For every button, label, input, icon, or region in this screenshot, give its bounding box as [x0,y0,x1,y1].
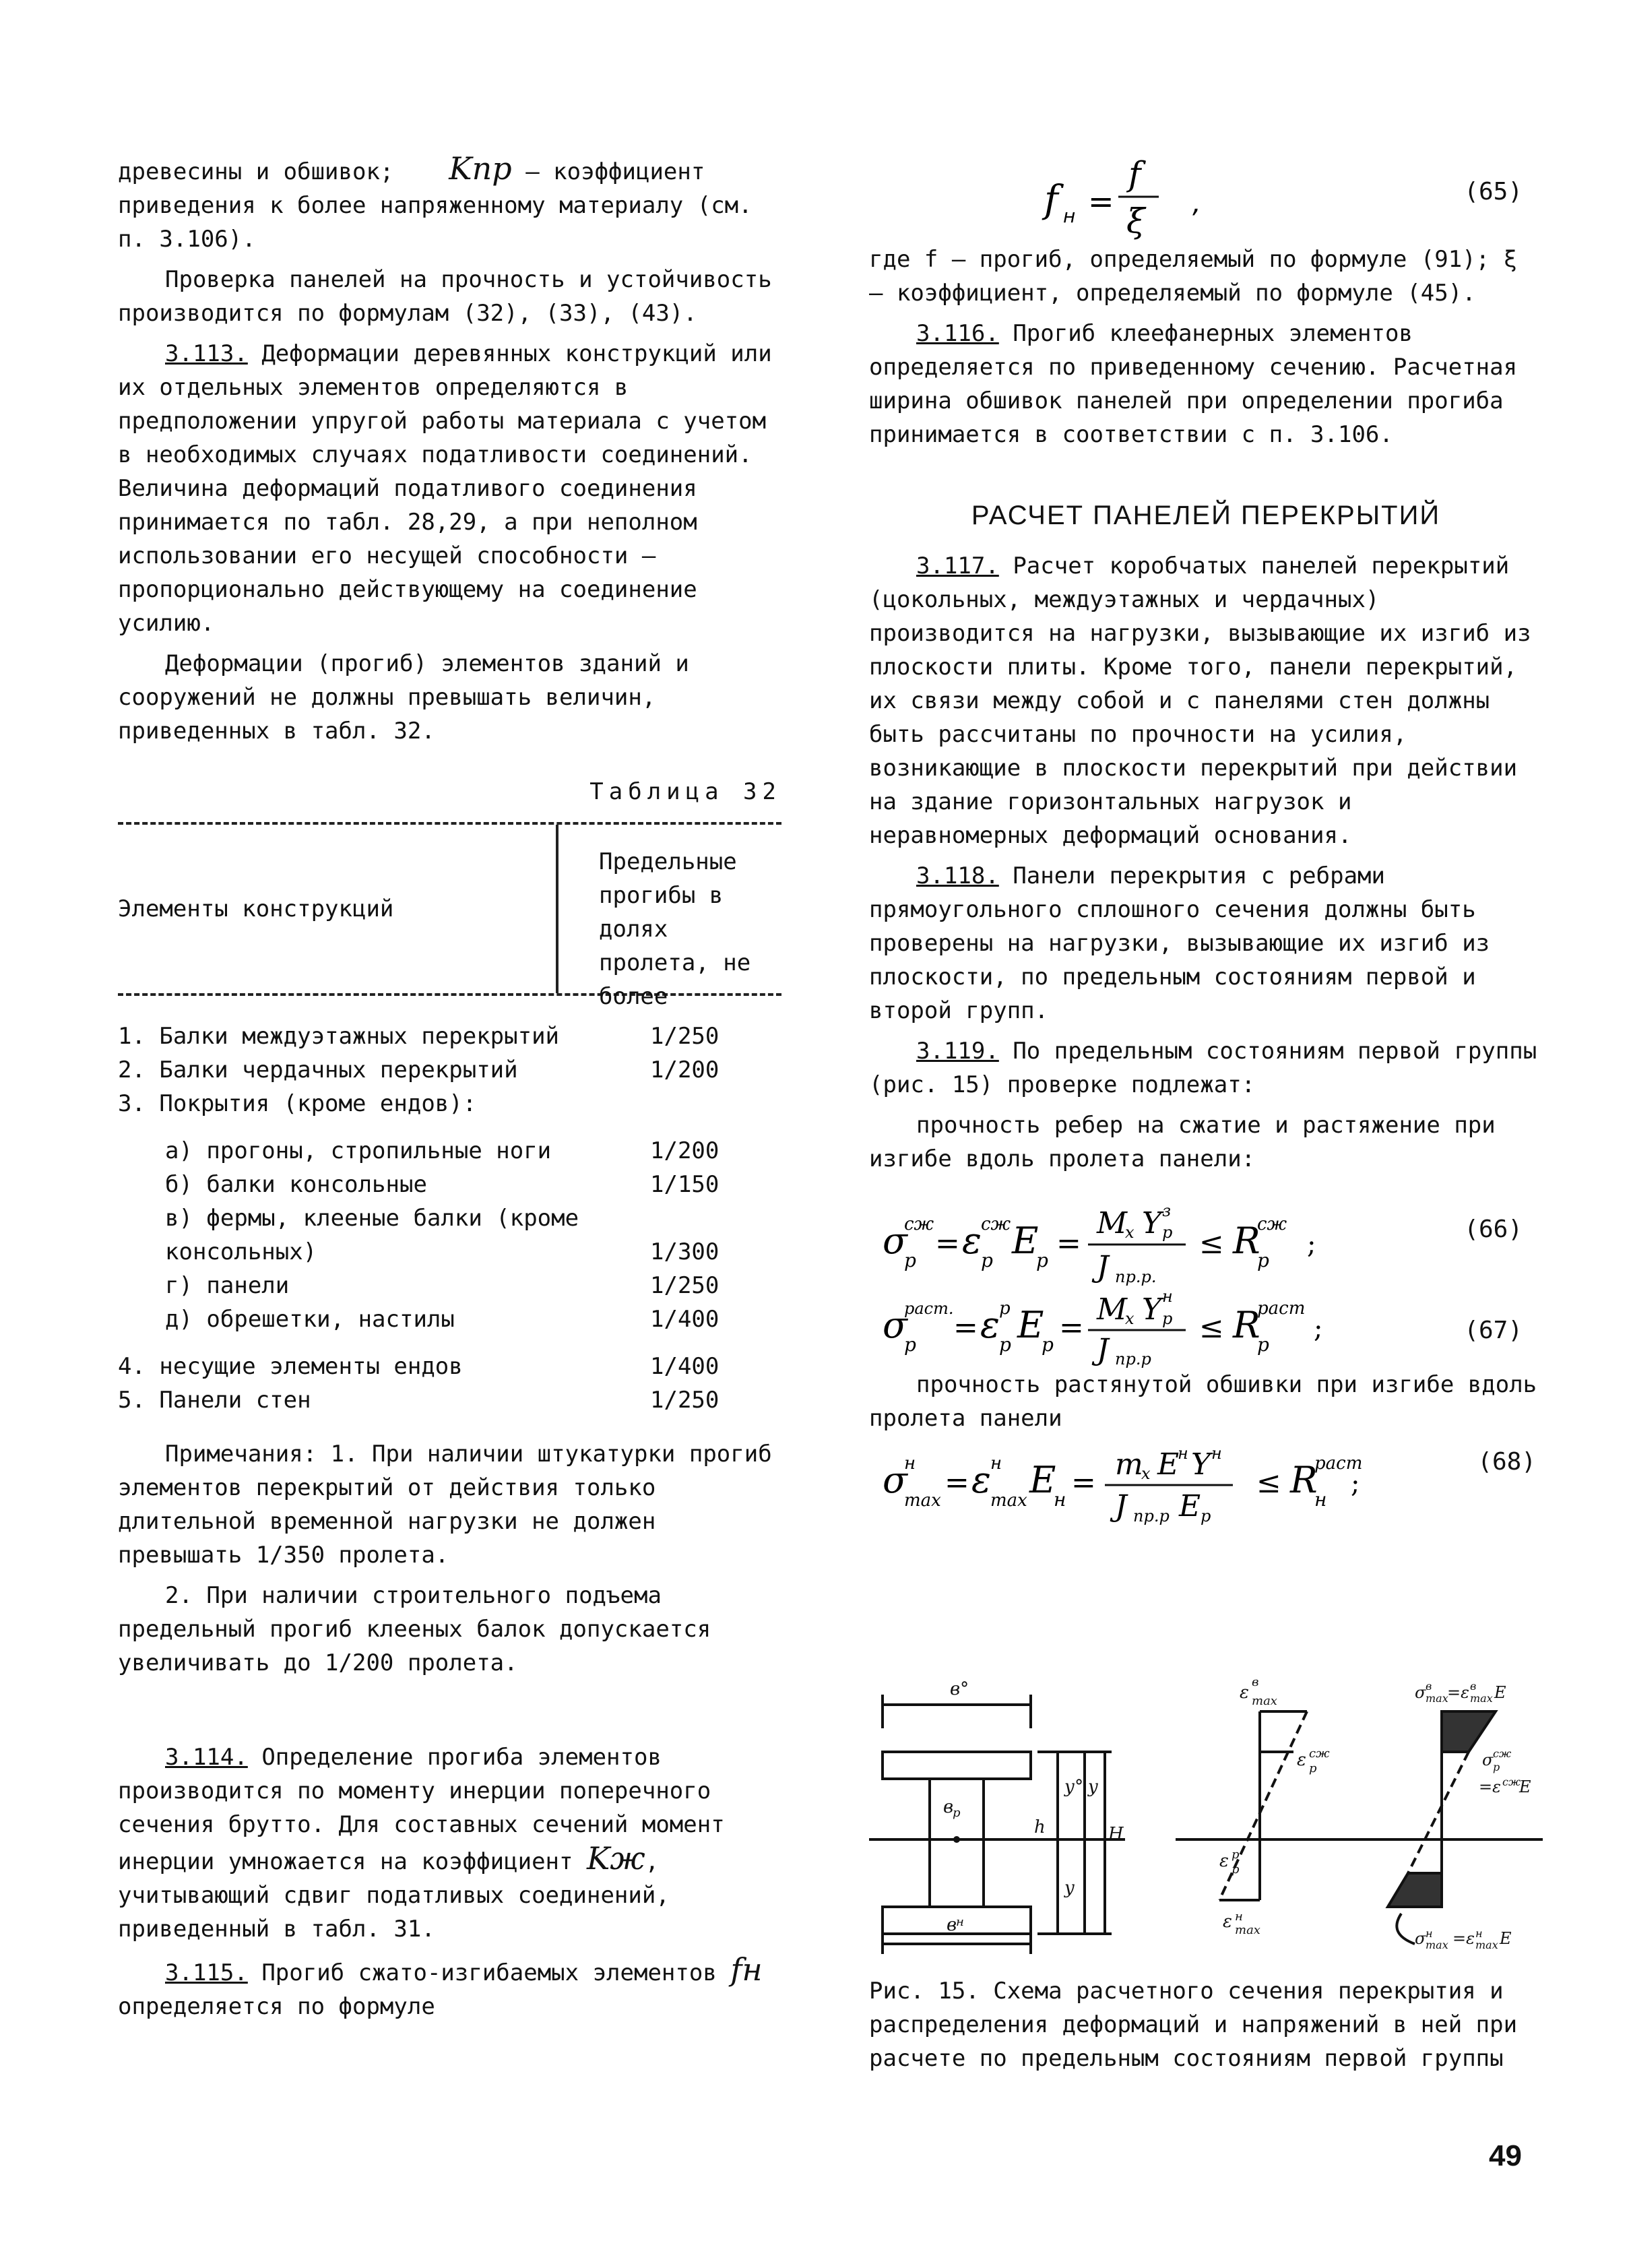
section-number: 3.119. [916,1038,999,1065]
text: определяется по формуле [118,1993,435,2020]
svg-text:н: н [990,1453,1002,1474]
svg-text:=: = [1071,1466,1096,1500]
svg-text:р: р [1309,1761,1317,1775]
svg-text:сж: сж [1309,1746,1330,1761]
svg-text:max: max [1470,1692,1493,1705]
table-rule [118,993,781,996]
text: Определение прогиба элементов производится по моменту инерции поперечного сечения брутто. Для составных сечений момент инерции умножается на коэффициент [118,1744,725,1875]
svg-text:Y: Y [1142,1206,1162,1240]
table-cell: 5. Панели стен [118,1387,311,1414]
svg-text:m: m [1115,1447,1143,1482]
text: Прогиб сжато-изгибаемых элементов [261,1959,717,1986]
svg-text:у: у [1064,1878,1075,1898]
text: Панели перекрытия с ребрами прямоугольного сплошного сечения должны быть проверены на нагрузки, вызывающие их изгиб из плоскости, по предельным состояниям первой и второй групп. [869,862,1490,1024]
svg-text:ξ: ξ [1126,201,1145,241]
svg-text:x: x [1141,1464,1151,1483]
text: По предельным состояниям первой группы (рис. 15) проверке подлежат: [869,1038,1537,1098]
svg-text:н: н [1162,1287,1173,1306]
table-header-col2: Предельные прогибы в долях пролета, не более [599,848,751,1010]
svg-text:р: р [1232,1848,1240,1862]
table-row [118,1350,781,1383]
svg-text:E: E [1519,1777,1531,1796]
table-row [118,1168,781,1201]
svg-text:σ: σ [883,1304,907,1346]
svg-text:=: = [1056,1226,1081,1261]
svg-text:E: E [1029,1459,1056,1501]
text: Деформации деревянных конструкций или их отдельных элементов определяются в предположении упругой работы материала с учетом в необходимых случаях податливости соединений. Величина деформаций податливого соединения принимается по табл. 28,29, а при неполном использовании его несущей способности – пропорционально действующему на соединение усилию. [118,340,772,637]
svg-text:E: E [1157,1447,1180,1482]
text: – коэффициент приведения к более напряженному материалу (см. п. 3.106). [118,158,753,253]
svg-text:=: = [953,1311,978,1345]
svg-text:сж: сж [981,1214,1011,1234]
svg-text:н: н [1054,1488,1066,1511]
svg-text:в: в [1252,1678,1259,1689]
svg-text:з: з [1162,1201,1172,1220]
table-cell: 1/250 [650,1387,719,1414]
text: древесины и обшивок; [118,158,394,185]
note: 2. При наличии строительного подъема предельный прогиб клееных балок допускается увеличивать до 1/200 пролета. [118,1582,711,1676]
left-column [118,152,781,2030]
svg-text:f: f [1044,178,1058,222]
table-row [118,1269,781,1302]
svg-text:пр.р.: пр.р. [1115,1267,1157,1286]
svg-text:R: R [1290,1459,1318,1501]
symbol-k: Kпр [449,150,512,187]
symbol-k: Kж [587,1840,645,1877]
svg-text:E: E [1500,1929,1512,1948]
right-column [869,155,1543,1526]
table-cell [650,1087,758,1121]
svg-text:≤: ≤ [1199,1226,1224,1261]
svg-text:E: E [1494,1683,1506,1702]
paragraph [118,337,781,640]
svg-text:р: р [1042,1333,1054,1356]
section-number: 3.114. [165,1744,248,1771]
table-cell: 1/200 [650,1137,719,1164]
table-cell: а) прогоны, стропильные ноги [165,1137,552,1164]
table-cell: 1/400 [650,1353,719,1380]
svg-text:ε: ε [1219,1851,1229,1871]
svg-text:н: н [1314,1488,1327,1511]
svg-text:=: = [1088,183,1114,220]
table-cell: в) фермы, клееные балки (кроме консольных) [165,1205,579,1265]
formula-68 [869,1442,1543,1526]
svg-text:р: р [1162,1223,1173,1242]
svg-text:R: R [1233,1304,1260,1346]
section-number: 3.118. [916,862,999,889]
svg-text:E: E [1012,1220,1039,1262]
svg-text:h: h [1034,1817,1046,1837]
svg-text:р: р [999,1333,1011,1356]
table-cell: г) панели [165,1272,290,1299]
svg-text:=: = [945,1466,969,1500]
svg-text:max: max [904,1490,941,1511]
text: Расчет коробчатых панелей перекрытий (цокольных, междуэтажных и чердачных) производится на нагрузки, вызывающие их изгиб из плоскости плиты. Кроме того, панели перекрытий, их связи между собой и с панелями стен должны быть рассчитаны по прочности на усилия, возникающие в плоскости перекрытий при действии на здание горизонтальных нагрузок и неравномерных деформаций основания. [869,553,1531,849]
svg-text:ε: ε [980,1304,1000,1346]
svg-text:=ε: =ε [1452,1929,1475,1948]
formula-number: (67) [1464,1317,1523,1344]
svg-text:сж: сж [1493,1747,1512,1760]
table-cell: 1/200 [650,1057,719,1083]
table-row [118,1302,781,1336]
svg-text:≤: ≤ [1256,1466,1281,1500]
table-header [118,825,781,1010]
section-number: 3.113. [165,340,248,367]
svg-text:раст: раст [1314,1453,1363,1474]
svg-text:ε: ε [1240,1682,1249,1703]
formula-number: (65) [1464,178,1523,206]
svg-text:σ: σ [1415,1929,1426,1948]
svg-text:σ: σ [1482,1751,1494,1769]
table-cell: 3. Покрытия (кроме ендов): [118,1090,477,1117]
text: Прогиб клеефанерных элементов определяется по приведенному сечению. Расчетная ширина обшивок панелей при определении прогиба принимается в соответствии с п. 3.106. [869,320,1518,448]
section-number: 3.115. [165,1959,248,1986]
svg-text:M: M [1097,1206,1128,1240]
svg-text:раст: раст [1257,1298,1306,1319]
svg-text:сж: сж [1502,1775,1521,1788]
svg-text:р: р [1036,1249,1048,1271]
figure-caption: Рис. 15. Схема расчетного сечения перекрытия и распределения деформаций и напряжений в ней при расчете по предельным состояниям первой группы [869,1978,1518,2072]
section-number: 3.117. [916,553,999,579]
svg-text:в°: в° [950,1679,969,1699]
table-cell: д) обрешетки, настилы [165,1306,455,1333]
svg-text:р: р [1162,1309,1173,1328]
symbol-f: fн [730,1951,763,1988]
table-row [118,1053,781,1087]
note: Примечания: 1. При наличии штукатурки прогиб элементов перекрытий от действия только длительной временной нагрузки не должен превышать 1/350 пролета. [118,1441,772,1569]
formula-number: (66) [1464,1216,1523,1243]
table-cell: 1/150 [650,1171,719,1198]
svg-text:f: f [1128,155,1141,193]
svg-text:,: , [1192,188,1201,219]
formula-67 [869,1287,1543,1368]
table-row [118,1087,781,1121]
table-cell: 4. несущие элементы ендов [118,1353,463,1380]
svg-text:max: max [1475,1939,1498,1951]
svg-text:р: р [981,1249,993,1271]
svg-text:=: = [935,1226,960,1261]
svg-text:сж: сж [1257,1214,1287,1234]
paragraph: прочность растянутой обшивки при изгибе вдоль пролета панели [869,1371,1537,1432]
paragraph [118,1953,781,2023]
svg-text:р: р [953,1806,961,1820]
svg-text:J: J [1097,1333,1109,1367]
table-cell: 2. Балки чердачных перекрытий [118,1057,518,1083]
svg-text:н: н [1063,205,1076,227]
formula-67-graphic [883,1287,1475,1368]
paragraph: где f – прогиб, определяемый по формуле (91); ξ – коэффициент, определяемый по формуле (45). [869,246,1518,307]
svg-text:max: max [1252,1694,1277,1708]
paragraph [118,152,781,256]
table-header-col1: Элементы конструкций [118,825,558,993]
svg-text:в: в [947,1915,957,1935]
formula-65 [869,155,1543,243]
svg-text:ε: ε [971,1459,991,1501]
paragraph: Деформации (прогиб) элементов зданий и сооружений не должны превышать величин, приведенных в табл. 32. [118,650,689,745]
svg-text:р: р [1257,1333,1269,1356]
table-row [118,1019,781,1053]
svg-text:σ: σ [883,1459,907,1501]
svg-text:в: в [1426,1680,1432,1693]
svg-text:н: н [904,1453,916,1474]
table-cell: 1/250 [650,1023,719,1050]
svg-text:пр.р: пр.р [1115,1350,1151,1368]
formula-66 [869,1196,1543,1287]
svg-text:Y: Y [1142,1292,1162,1327]
svg-text:H: H [1108,1824,1124,1844]
svg-text:н: н [1211,1444,1222,1463]
svg-text:M: M [1097,1292,1128,1327]
svg-text:Y: Y [1191,1447,1211,1482]
formula-68-graphic [883,1442,1475,1526]
svg-text:=ε: =ε [1479,1777,1501,1796]
table-cell: 1/250 [650,1272,719,1299]
svg-text:max: max [1426,1939,1448,1951]
svg-text:E: E [1017,1304,1044,1346]
svg-text:р: р [1201,1507,1211,1525]
svg-text:сж: сж [904,1214,934,1234]
paragraph: Проверка панелей на прочность и устойчивость производится по формулам (32), (33), (43). [118,266,772,327]
svg-text:J: J [1115,1489,1127,1523]
svg-text:≤: ≤ [1199,1311,1224,1345]
svg-text:R: R [1233,1220,1260,1262]
svg-text:у°: у° [1064,1777,1084,1797]
svg-text:J: J [1097,1250,1109,1284]
paragraph: прочность ребер на сжатие и растяжение при изгибе вдоль пролета панели: [869,1112,1496,1172]
svg-text:в: в [943,1797,954,1817]
table-caption: Таблица 32 [589,778,781,805]
formula-number: (68) [1477,1448,1536,1476]
svg-text:x: x [1125,1309,1134,1328]
svg-text:ε: ε [962,1220,982,1262]
svg-text:н: н [1475,1927,1483,1940]
svg-text:ε: ε [1297,1750,1306,1770]
formula-66-graphic [883,1196,1475,1287]
paragraph [869,317,1543,451]
svg-text:р: р [999,1298,1011,1319]
svg-text:н: н [956,1915,964,1929]
svg-text:;: ; [1314,1313,1323,1344]
svg-text:н: н [1426,1927,1433,1940]
svg-text:max: max [1426,1692,1448,1705]
paragraph [869,549,1543,852]
table-row [118,1134,781,1168]
table-row [118,1201,781,1269]
text: , учитывающий сдвиг податливых соединений, приведенный в табл. 31. [118,1848,670,1943]
table-cell: 1. Балки междуэтажных перекрытий [118,1023,560,1050]
figure-15 [869,1678,1543,1961]
svg-text:;: ; [1307,1229,1316,1260]
svg-text:в: в [1470,1680,1477,1693]
svg-text:р: р [1257,1249,1269,1271]
svg-text:x: x [1125,1223,1134,1242]
section-heading: РАСЧЕТ ПАНЕЛЕЙ ПЕРЕКРЫТИЙ [971,501,1441,530]
svg-text:н: н [1235,1910,1243,1924]
table-32 [118,822,781,1417]
table-cell: б) балки консольные [165,1171,427,1198]
svg-text:р: р [904,1249,916,1271]
svg-text:р: р [904,1333,916,1356]
svg-text:E: E [1179,1489,1201,1523]
paragraph [869,859,1543,1028]
paragraph [118,1740,781,1946]
table-row [118,1383,781,1417]
svg-text:н: н [1178,1444,1188,1463]
svg-text:пр.р: пр.р [1133,1507,1170,1525]
svg-text:р: р [1493,1761,1500,1773]
paragraph [869,1034,1543,1102]
svg-text:ε: ε [1223,1912,1232,1932]
svg-text:=: = [1059,1311,1084,1345]
table-cell: 1/400 [650,1306,719,1333]
table-cell: 1/300 [650,1238,719,1265]
svg-text:у: у [1088,1777,1099,1797]
svg-text:=ε: =ε [1447,1683,1469,1702]
svg-text:раст.: раст. [904,1299,954,1318]
svg-text:σ: σ [1415,1683,1426,1702]
page-number: 49 [1489,2139,1522,2172]
svg-text:max: max [1235,1923,1260,1937]
section-number: 3.116. [916,320,999,347]
svg-text:σ: σ [883,1220,907,1262]
svg-text:;: ; [1351,1468,1360,1499]
svg-text:р: р [1232,1862,1240,1877]
formula-65-graphic [1037,155,1509,243]
svg-text:max: max [990,1490,1027,1511]
